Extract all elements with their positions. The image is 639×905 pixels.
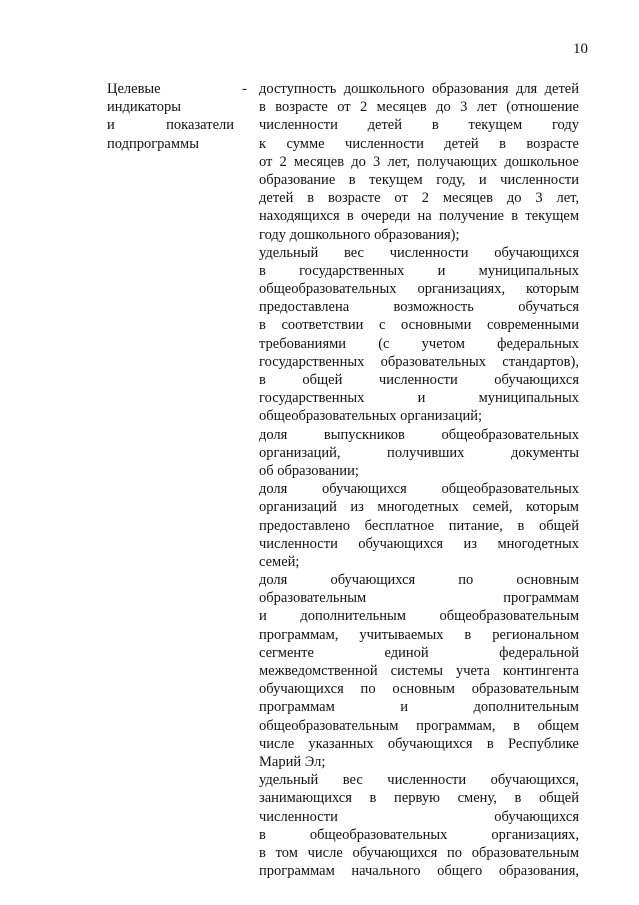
content-line: в возрасте от 2 месяцев до 3 лет (отношение	[259, 99, 579, 116]
label-word: показатели	[166, 117, 234, 134]
content-line: численности детей в текущем году	[259, 117, 579, 134]
label-line: Целевые	[107, 81, 161, 97]
content-line: общеобразовательным программам, в общем	[259, 717, 579, 734]
content-line: программам и дополнительным	[259, 699, 579, 716]
indicators-label	[107, 80, 234, 153]
content-line: в общеобразовательных организациях,	[259, 826, 579, 843]
label-word: и	[107, 117, 115, 134]
content-line: в государственных и муниципальных	[259, 262, 579, 279]
content-line: в общей численности обучающихся	[259, 372, 579, 388]
content-line: доля обучающихся общеобразовательных	[259, 481, 579, 498]
content-line: численности обучающихся из многодетных	[259, 535, 579, 552]
content-line: году дошкольного образования);	[259, 226, 460, 243]
content-line: сегменте единой федеральной	[259, 644, 579, 661]
content-line: межведомственной системы учета контингента	[259, 663, 579, 679]
content-line: общеобразовательных организаций;	[259, 408, 483, 425]
label-line-spread	[107, 116, 234, 134]
content-line: Марий Эл;	[259, 753, 326, 770]
content-line: образование в текущем году, и численности	[259, 171, 579, 188]
content-line: числе указанных обучающихся в Республике	[259, 735, 579, 752]
content-line: обучающихся по основным образовательным	[259, 681, 579, 698]
label-line: индикаторы	[107, 99, 181, 116]
content-line: занимающихся в первую смену, в общей	[259, 790, 579, 807]
content-line: образовательным программам	[259, 590, 579, 607]
content-line: об образовании;	[259, 462, 359, 479]
indicators-content	[259, 80, 579, 880]
content-line: программам, учитываемых в региональном	[259, 626, 579, 643]
content-line: удельный вес численности обучающихся	[259, 244, 579, 261]
content-line: доступность дошкольного образования для детей	[259, 81, 579, 97]
content-line: находящихся в очереди на получение в текущем	[259, 208, 579, 225]
content-line: предоставлена возможность обучаться	[259, 299, 579, 316]
content-line: общеобразовательных организациях, которым	[259, 281, 579, 298]
label-line: подпрограммы	[107, 135, 199, 152]
content-line: удельный вес численности обучающихся,	[259, 772, 579, 789]
content-line: организаций из многодетных семей, которым	[259, 499, 579, 516]
page-number: 10	[573, 41, 588, 57]
content-line: в том числе обучающихся по образовательным	[259, 844, 579, 861]
content-line: семей;	[259, 553, 300, 570]
content-line: государственных образовательных стандартов),	[259, 353, 579, 370]
content-line: к сумме численности детей в возрасте	[259, 135, 579, 152]
content-line: доля обучающихся по основным	[259, 572, 579, 589]
content-line: требованиями (с учетом федеральных	[259, 335, 579, 352]
content-line: от 2 месяцев до 3 лет, получающих дошкольное	[259, 153, 579, 170]
content-line: в соответствии с основными современными	[259, 317, 579, 334]
content-line: организаций, получивших документы	[259, 444, 579, 461]
content-line: государственных и муниципальных	[259, 390, 579, 407]
content-line: предоставлено бесплатное питание, в общей	[259, 517, 579, 534]
content-line: детей в возрасте от 2 месяцев до 3 лет,	[259, 190, 579, 207]
content-line: численности обучающихся	[259, 808, 579, 825]
separator-dash: -	[242, 81, 247, 97]
content-line: доля выпускников общеобразовательных	[259, 426, 579, 443]
content-line: и дополнительным общеобразовательным	[259, 608, 579, 625]
content-line: программам начального общего образования,	[259, 863, 579, 880]
